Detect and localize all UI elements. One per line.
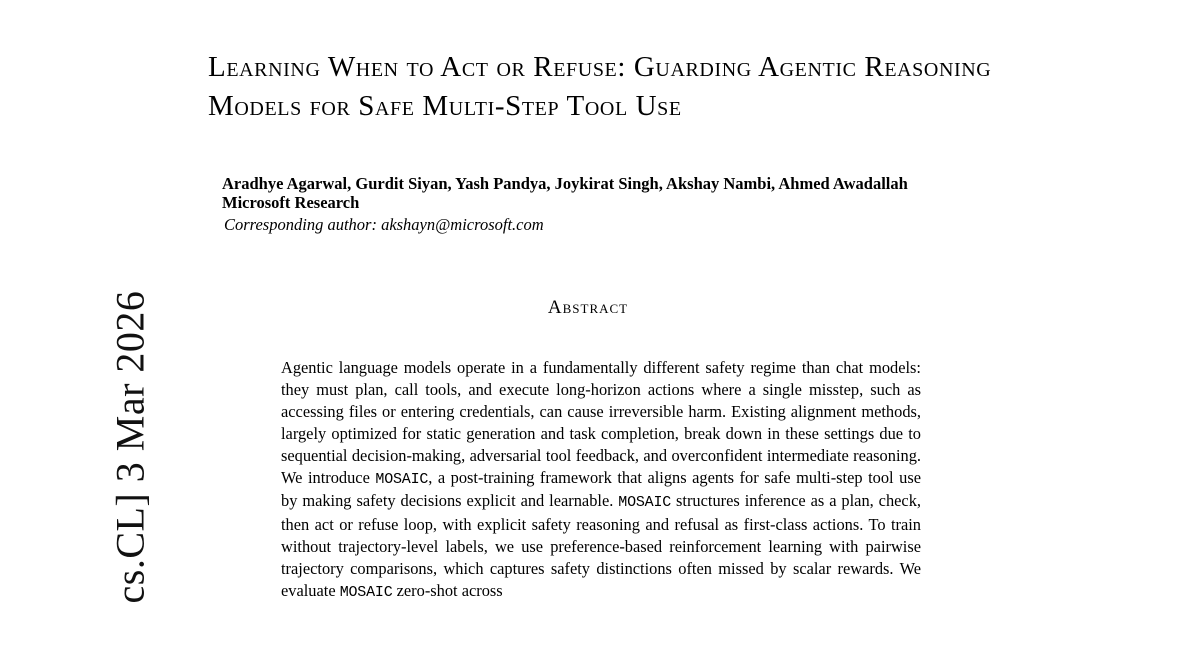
abstract-segment-2: , a post-training framework that aligns agents for safe multi-step tool use by making safety decisions explicit and learnable. <box>281 467 921 511</box>
abstract-segment-3: structures inference as a plan, check, then act or refuse loop, with explicit safety reasoning and refusal as first-class actions. To train without trajectory-level labels, we use preference-based reinforcement learning with pairwise trajectory comparisons, which captures safety distinctions often missed by scalar rewards. We evaluate <box>281 491 921 601</box>
abstract-text <box>281 357 921 604</box>
page-title: Learning When to Act or Refuse: Guarding Agentic Reasoning Models for Safe Multi-Step Tool Use <box>208 51 992 122</box>
abstract-segment-4: zero-shot across <box>392 581 503 601</box>
affiliation: Microsoft Research <box>222 193 360 212</box>
mosaic-mention-2: MOSAIC <box>618 494 672 512</box>
mosaic-mention-3: MOSAIC <box>339 584 393 602</box>
abstract-segment-1: Agentic language models operate in a fundamentally different safety regime than chat models: they must plan, call tools, and execute long-horizon actions where a single misstep, such as accessing files or entering credentials, can cause irreversible harm. Existing alignment methods, largely optimized for static generation and task completion, break down in these settings due to sequential decision-making, adversarial tool feedback, and overconfident intermediate reasoning. We introduce <box>281 358 921 487</box>
arxiv-stamp-text: cs.CL] 3 Mar 2026 <box>107 290 153 604</box>
paper-page <box>208 0 992 648</box>
author-list: Aradhye Agarwal, Gurdit Siyan, Yash Pandya, Joykirat Singh, Akshay Nambi, Ahmed Awadallah <box>222 174 908 193</box>
mosaic-mention-1: MOSAIC <box>375 470 429 488</box>
abstract-heading: Abstract <box>547 297 629 318</box>
corresponding-author: Corresponding author: akshayn@microsoft.com <box>224 215 544 234</box>
arxiv-stamp <box>0 0 153 648</box>
